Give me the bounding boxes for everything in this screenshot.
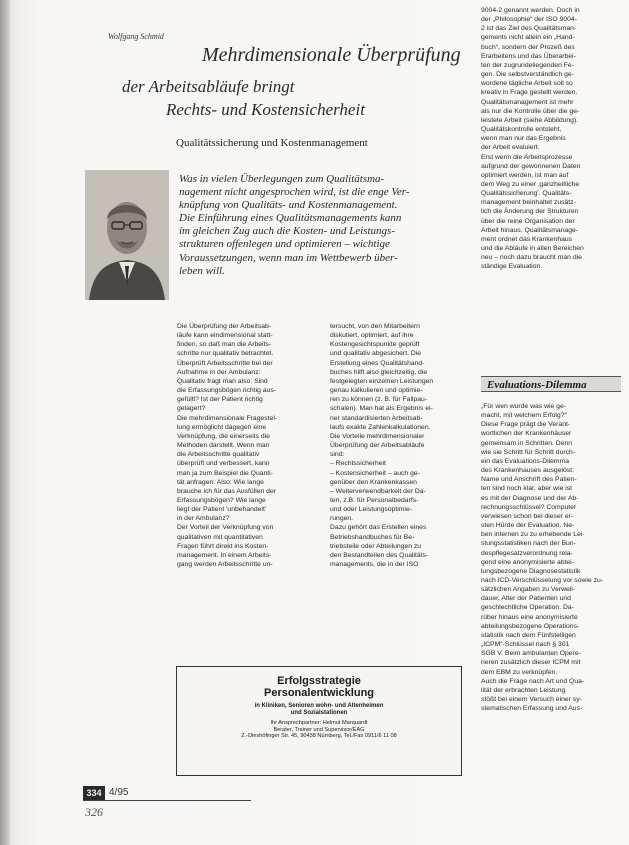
text-line: SGB V. Beim ambulanten Opere- — [481, 650, 581, 658]
text-line: Betriebshandbuches für Be- — [330, 533, 415, 541]
text-line: genau kalkulieren und optimie- — [330, 387, 423, 395]
binding-shadow — [0, 0, 10, 845]
text-line: und oder Leistungsoptimie- — [330, 506, 412, 514]
text-line: wordene tägliche Arbeit soll so — [481, 80, 573, 88]
ad-title-1: Erfolgsstrategie — [277, 675, 361, 687]
text-line: liegt der Patient 'unbehandelt' — [177, 506, 267, 514]
text-line: nagement nicht angesprochen wird, ist die enge Ver- — [179, 186, 410, 199]
issue-label: 4/95 — [109, 787, 129, 798]
text-line: Erst wenn die Arbeitsprozesse — [481, 153, 573, 161]
text-line: stungsstatistiken nach der Bun- — [481, 540, 576, 548]
text-line: und die Abläufe in allen Bereichen — [481, 245, 584, 253]
page-number: 334 — [83, 786, 105, 800]
text-line: macht, mit welchem Erfolg?“ — [481, 412, 567, 420]
text-line: ständige Evaluation. — [481, 263, 543, 271]
text-line: Erstellung eines Qualitätshand- — [330, 359, 425, 367]
text-line: ten sind noch klar, aber wie ist — [481, 485, 573, 493]
text-line: finden, so daß man die Arbeits- — [177, 341, 272, 349]
text-line: im gleichen Zug auch die Kosten- und Leistungs- — [179, 225, 396, 238]
lead-paragraph — [179, 173, 461, 278]
text-line: ren zu können (z. B. für Fallpau- — [330, 396, 428, 404]
text-line: den Bestandteilen des Qualitäts- — [330, 551, 429, 559]
text-line: Fragen führt direkt ins Kosten- — [177, 542, 269, 550]
body-column-1 — [177, 322, 317, 569]
ad-contact-3: Z.-Dieshöfinger Str. 45, 90438 Nürnberg, Tel./Fax 0911/6 11 08 — [241, 733, 397, 740]
text-line: lung ermöglicht dagegen eine — [177, 423, 267, 431]
text-line: ben internen zu zu erhebende Lei- — [481, 531, 585, 539]
text-line: – Weiterverwendbarkeit der Da- — [330, 487, 426, 495]
text-line: lungsbezogene Diagnosestatistik — [481, 567, 581, 575]
text-line: Name und Anschrift des Patien- — [481, 476, 577, 484]
text-line: als nur die Kontrolle über die ge- — [481, 107, 580, 115]
text-line: Aufnahme in der Ambulanz: — [177, 368, 261, 376]
text-line: rüber hinaus eine anonymisierte — [481, 613, 578, 621]
text-line: Erarbeitens und das Überarbei- — [481, 52, 576, 60]
text-line: aufgrund der gewonnenen Daten — [481, 162, 581, 170]
text-line: 2 ist das Ziel des Qualitätsman- — [481, 25, 577, 33]
text-line: rieren zusätzlich dieser ICPM mit — [481, 659, 581, 667]
handwritten-note: 326 — [85, 805, 103, 819]
text-line: nach ICD-Verschlüsselung vor sowie zu- — [481, 576, 604, 584]
text-line: wortlichen der Krankenhäuser — [481, 430, 572, 438]
headline-line-2: der Arbeitsabläufe bringt — [122, 77, 295, 96]
text-line: die Arbeitsschritte qualitativ — [177, 451, 260, 459]
text-line: Auch die Frage nach Art und Qua- — [481, 677, 585, 685]
text-line: über die reine Organisation der — [481, 217, 575, 225]
text-line: Erfassungsbögen? Wie lange — [177, 496, 266, 504]
author-name: Wolfgang Schmid — [108, 32, 164, 41]
text-line: statistik nach dem Fünfstelligen — [481, 631, 576, 639]
ad-contact-2: Berater, Trainer und Supervisor/EAG — [273, 726, 365, 733]
text-line: Die Vorteile mehrdimensionaler — [330, 432, 425, 440]
text-line: der Arbeit evaluiert. — [481, 144, 540, 152]
text-line: brauche ich für das Ausfüllen der — [177, 487, 276, 495]
text-line: verwiesen schon bei dieser er- — [481, 512, 574, 520]
text-line: abteilungsbezogene Operations- — [481, 622, 580, 630]
text-line: dem EBM zu verknüpfen. — [481, 668, 558, 676]
text-line: gemeinsam in Schritten. Denn — [481, 439, 573, 447]
text-line: optimiert werden, ist man auf — [481, 171, 569, 179]
text-line: gend eine anonymisierte abtei- — [481, 558, 574, 566]
text-line: Qualitätsmanagement ist mehr — [481, 98, 574, 106]
body-column-2 — [330, 322, 462, 569]
article-subtitle: Qualitätssicherung und Kostenmanagement — [176, 137, 368, 149]
text-line: Voraussetzungen, wenn man im Wettbewerb über- — [179, 251, 398, 264]
portrait-image — [85, 170, 169, 300]
text-line: Der Vorteil der Verknüpfung von — [177, 524, 274, 532]
text-line: Qualitätssicherung'. Qualitäts- — [481, 190, 572, 198]
author-portrait — [85, 170, 169, 300]
headline-line-1: Mehrdimensionale Überprüfung — [202, 44, 461, 66]
section-heading: Evaluations-Dilemma — [481, 376, 621, 392]
text-line: überprüft und verbessert, kann — [177, 460, 270, 468]
text-line: Verknüpfung, die einerseits die — [177, 432, 270, 440]
page-footer — [83, 786, 251, 800]
text-line: läufe kann eindimensional statt- — [177, 332, 273, 340]
text-line: genüber den Krankenkassen — [330, 478, 417, 486]
text-line: Dazu gehört das Erstellen eines — [330, 524, 427, 532]
text-line: 9004-2 genannt werden. Doch in — [481, 7, 580, 14]
text-line: Kostengesichtspunkte geprüft — [330, 341, 420, 349]
text-line: schritte nur qualitativ betrachtet. — [177, 350, 274, 358]
text-line: knüpfung von Qualitäts- und Kostenmanagement. — [179, 199, 398, 212]
text-line: gen. Die selbstverständlich ge- — [481, 71, 574, 79]
text-line: kreativ in Frage gestellt werden. — [481, 89, 578, 97]
text-line: gang werden Arbeitsschritte un- — [177, 561, 273, 569]
text-line: wie sie Schritt für Schritt durch- — [481, 448, 576, 456]
text-line: in der Ambulanz? — [177, 515, 230, 523]
text-line: wenn man nur das Ergebnis — [481, 135, 566, 143]
text-line: sind: — [330, 451, 345, 459]
text-line: diskutiert, optimiert, auf ihre — [330, 332, 414, 340]
text-line: gements nicht allein ein „Hand- — [481, 34, 575, 42]
text-line: – Kostensicherheit – auch ge- — [330, 469, 420, 477]
text-line: ner standardisierten Arbeitsab- — [330, 414, 423, 422]
text-line: schalen). Man hat als Ergebnis ei- — [330, 405, 433, 413]
text-line: management beinhaltet zusätz- — [481, 199, 576, 207]
text-line: festgelegten einzelnen Leistungen — [330, 377, 434, 385]
text-line: tersucht, von den Mitarbeitern — [330, 323, 420, 330]
text-line: stößt bei einem Versuch einer sy- — [481, 696, 582, 703]
text-line: ten, z.B. für Personalbedarfs- — [330, 496, 419, 504]
text-line: qualitativen mit quantitativen — [177, 533, 263, 541]
footer-rule — [83, 800, 251, 801]
text-line: Die mehrdimensionale Fragestel- — [177, 414, 278, 422]
text-line: Überprüfung der Arbeitsabläufe — [330, 442, 425, 450]
text-line: und qualitativ abgesichert. Die — [330, 350, 422, 358]
text-line: lität der erbrachten Leistung — [481, 686, 566, 694]
advertisement-box — [176, 666, 462, 776]
ad-subtitle-2: und Sozialstationen — [290, 710, 348, 716]
text-line: des Krankenhauses ausgelöst: — [481, 467, 574, 475]
text-line: Die Einführung eines Qualitätsmanagements kann — [179, 212, 402, 225]
text-line: Überprüft Arbeitsschritte bei der — [177, 359, 273, 367]
text-line: gelagert? — [177, 405, 206, 413]
ad-contact-1: Ihr Ansprechpartner: Helmut Marquardt — [270, 720, 368, 726]
text-line: „ICPM“-Schlüssel nach § 301 — [481, 641, 570, 649]
text-line: Arbeit hinaus. Qualitätsmanage- — [481, 226, 579, 234]
text-line: der „Philosophie“ der ISO 9004- — [481, 16, 577, 24]
text-line: laufs exakte Zahlenkalkulationen. — [330, 423, 431, 431]
text-line: ment ordnet das Krankenhaus — [481, 235, 573, 243]
text-line: – Rechtssicherheit — [330, 460, 386, 468]
text-line: sätzlichen Angaben zu Verweil- — [481, 586, 576, 594]
text-line: dem Weg zu einer ‚ganzheitliche — [481, 180, 580, 188]
text-line: leistete Arbeit (siehe Abbildung). — [481, 116, 579, 124]
text-line: gefüllt? Ist der Patient richtig — [177, 396, 263, 404]
text-line: despflegesatzverordnung rela- — [481, 549, 573, 557]
text-line: triebsteile oder Abteilungen zu — [330, 542, 422, 550]
body-column-3 — [481, 6, 624, 272]
text-line: tät anfragen: Also: Wie lange — [177, 478, 264, 486]
text-line: buches hilft also gleichzeitig, die — [330, 368, 428, 376]
text-line: Qualitätskontrolle entsteht, — [481, 126, 562, 134]
ad-subtitle-1: in Kliniken, Senioren wohn- und Altenheimen — [254, 703, 384, 709]
ad-title-2: Personalentwicklung — [263, 687, 375, 699]
text-line: man ja zum Beispiel die Quanti- — [177, 469, 273, 477]
text-line: neu – noch dazu braucht man die — [481, 254, 582, 262]
text-line: rungen. — [330, 515, 354, 523]
text-line: ein das Evaluations-Dilemma — [481, 457, 570, 465]
text-line: ten der zugrundeliegenden Fe- — [481, 61, 574, 69]
text-line: stematischen Erfassung und Aus- — [481, 705, 583, 713]
text-line: sten Hürde der Evaluation. Ne- — [481, 522, 575, 530]
text-line: strukturen offenlegen und optimieren – wichtige — [179, 238, 390, 251]
text-line: management. In einem Arbeits- — [177, 551, 272, 559]
text-line: leben will. — [179, 264, 225, 277]
text-line: buch“, sondern der Prozeß des — [481, 43, 575, 51]
text-line: Was in vielen Überlegungen zum Qualitätsma- — [179, 173, 385, 185]
text-line: Methoden darstellt. Wenn man — [177, 442, 270, 450]
text-line: Qualitativ fragt man also: Sind — [177, 377, 268, 385]
text-line: rechnungsschlüssel? Computer — [481, 503, 577, 511]
body-column-3-continued — [481, 402, 624, 713]
text-line: lich die Änderung der Strukturen — [481, 208, 579, 216]
text-line: dauer, Alter der Patienten und — [481, 595, 571, 603]
headline-line-3: Rechts- und Kostensicherheit — [166, 100, 365, 119]
text-line: es mit der Diagnose und der Ab- — [481, 494, 579, 502]
text-line: Diese Frage prägt die Verant- — [481, 421, 571, 429]
text-line: managements, die in der ISO — [330, 561, 419, 569]
text-line: Die Überprüfung der Arbeitsab- — [177, 323, 272, 330]
text-line: die Erfassungsbögen richtig aus- — [177, 387, 276, 395]
text-line: geschlechtliche Operation. Da- — [481, 604, 574, 612]
text-line: „Für wen wurde was wie ge- — [481, 403, 566, 410]
